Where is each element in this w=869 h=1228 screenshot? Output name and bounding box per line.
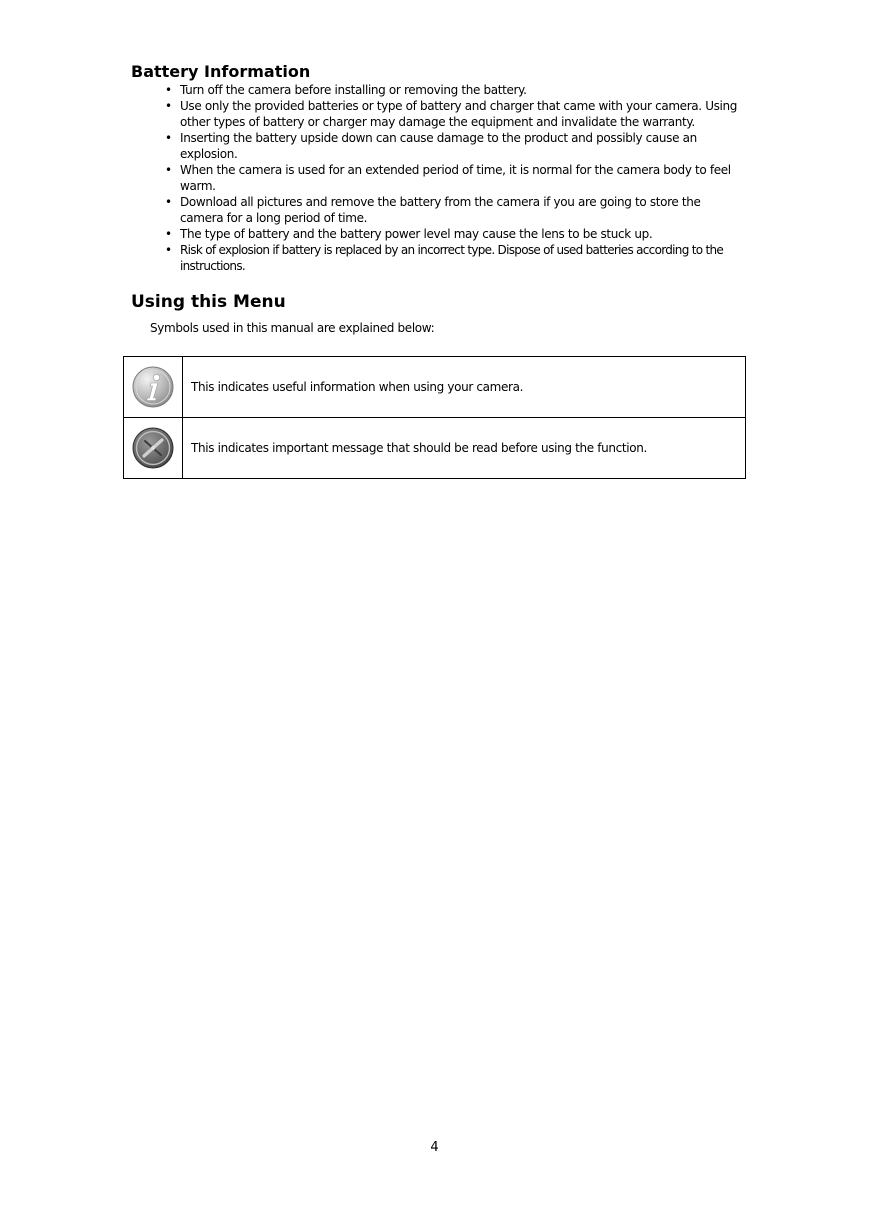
info-icon	[132, 366, 174, 408]
using-this-menu-heading: Using this Menu	[131, 292, 286, 312]
battery-information-heading: Battery Information	[131, 62, 311, 81]
table-row	[124, 357, 746, 418]
bullet-icon: •	[165, 243, 173, 257]
bullet-icon: •	[165, 83, 173, 97]
symbol-description: This indicates important message that should be read before using the function.	[183, 418, 746, 479]
list-item: • Use only the provided batteries or type of battery and charger that came with your camera. Using other types of battery or charger may damage the equipment and invalidate the warranty.	[165, 99, 738, 129]
symbols-table	[123, 356, 746, 479]
bullet-icon: •	[165, 227, 173, 241]
battery-bullet-list	[163, 82, 743, 274]
list-item: • When the camera is used for an extended period of time, it is normal for the camera body to feel warm.	[165, 163, 731, 193]
symbol-description: This indicates useful information when using your camera.	[183, 357, 746, 418]
list-item: • Download all pictures and remove the battery from the camera if you are going to store the camera for a long period of time.	[165, 195, 701, 225]
bullet-icon: •	[165, 163, 173, 177]
symbol-icon-cell	[124, 418, 183, 479]
bullet-icon: •	[165, 195, 173, 209]
table-row	[124, 418, 746, 479]
bullet-icon: •	[165, 131, 173, 145]
symbol-icon-cell	[124, 357, 183, 418]
list-item: • Risk of explosion if battery is replaced by an incorrect type. Dispose of used batteries according to the instructions.	[165, 243, 724, 273]
symbols-intro-text: Symbols used in this manual are explained below:	[150, 321, 435, 335]
list-item: • The type of battery and the battery power level may cause the lens to be stuck up.	[165, 227, 653, 241]
warning-icon	[132, 427, 174, 469]
list-item: • Inserting the battery upside down can cause damage to the product and possibly cause an explosion.	[165, 131, 697, 161]
page-number: 4	[430, 1140, 439, 1155]
list-item: • Turn off the camera before installing or removing the battery.	[165, 83, 527, 97]
bullet-icon: •	[165, 99, 173, 113]
